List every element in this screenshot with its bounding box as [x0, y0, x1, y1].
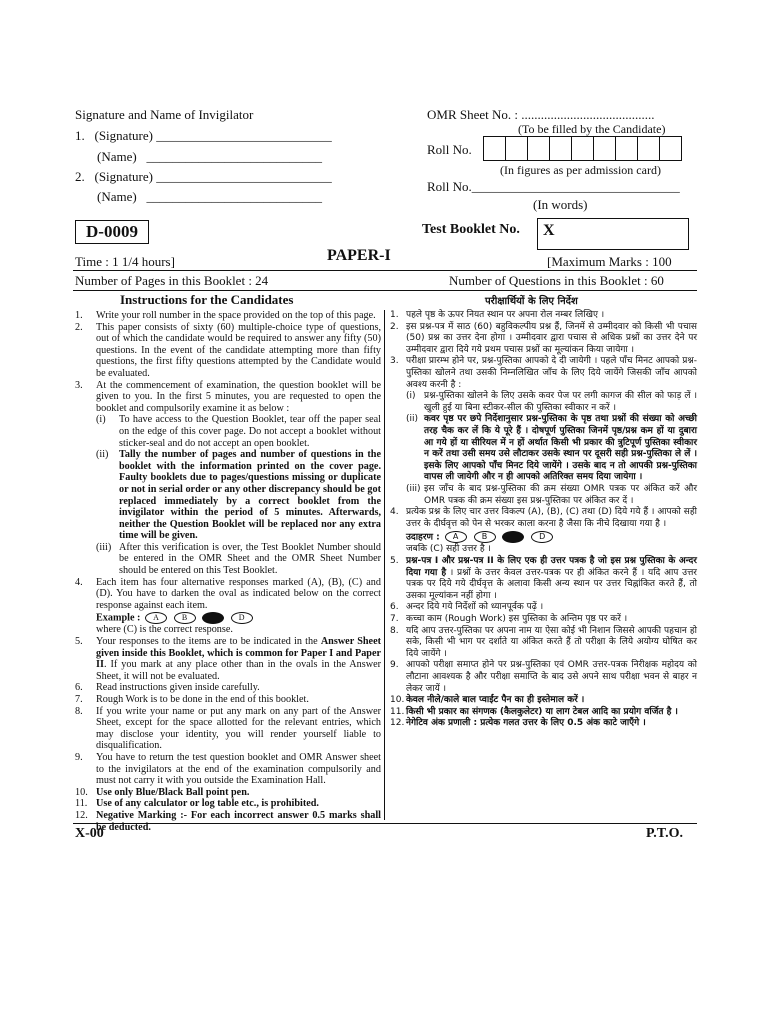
instruction-text: If you write your name or put any mark on any part of the Answer Sheet, except for the space allotted for the relevant entries, which may disclose your identity, you will render yourself liable to disqualification. [96, 705, 381, 752]
column-divider [384, 310, 385, 820]
signature-2-field: 2. (Signature) ___________________________ [75, 169, 332, 184]
omr-note: (To be filled by the Candidate) [518, 122, 666, 136]
list-item: 11. किसी भी प्रकार का संगणक (कैलकुलेटर) या लाग टेबल आदि का प्रयोग वर्जित है । [390, 706, 678, 717]
list-item: 9. You have to return the test question booklet and OMR Answer sheet to the invigilators at the end of the examination compulsorily and must not carry it with you outside the Examination Hall. [75, 751, 381, 787]
instruction-text: यदि आप उत्तर-पुस्तिका पर अपना नाम या ऐसा कोई भी निशान जिससे आपकी पहचान हो सके, किसी भी भाग पर दर्शाते या अंकित करते हैं तो परीक्षा के लिये अयोग्य घोषित कर दिये जायेंगे । [406, 625, 697, 659]
max-marks: [Maximum Marks : 100 [547, 254, 672, 269]
test-booklet-number: X [543, 222, 555, 239]
instruction-text: At the commencement of examination, the question booklet will be given to you. In the first 5 minutes, you are requested to open the booklet and compulsorily examine it as below : [96, 379, 381, 414]
divider [73, 823, 697, 824]
instruction-text: where (C) is the correct response. [96, 624, 233, 636]
invigilator-heading: Signature and Name of Invigilator [75, 107, 254, 122]
omr-sheet-field: OMR Sheet No. : ......................................... [427, 107, 655, 122]
roll-no-label: Roll No. [427, 142, 472, 157]
paper-title: PAPER-I [327, 247, 391, 264]
instruction-text: परीक्षा प्रारम्भ होने पर, प्रश्न-पुस्तिका आपको दे दी जायेगी । पहले पाँच मिनट आपको प्रश्न-पुस्तिका खोलने तथा उसकी निम्नलिखित जाँच के लिए दिये जायेंगे जिसकी जाँच आपको अवश्य करनी है : [406, 356, 697, 390]
option-oval-d: D [531, 531, 553, 543]
instruction-text: You have to return the test question booklet and OMR Answer sheet to the invigilators at the end of the examination compulsorily and must not carry it with you outside the Examination Hall. [96, 751, 381, 787]
instruction-text: This paper consists of sixty (60) multiple-choice type of questions, out of which the candidate would be required to answer any fifty (50) questions. In the event of the candidate attempting more than fifty questions, the first fifty questions attempted by the Candidate would be evaluated. [96, 321, 381, 379]
option-oval-a: A [445, 531, 467, 543]
instruction-text: केवल नीले/काले बाल प्वाईंट पैन का ही इस्तेमाल करें । [406, 695, 585, 706]
instruction-text: Negative Marking :- For each incorrect answer 0.5 marks shall be deducted. [96, 809, 381, 833]
instruction-text: Rough Work is to be done in the end of this booklet. [96, 694, 309, 705]
list-item: 6. Read instructions given inside carefully. [75, 682, 260, 694]
in-words-note: (In words) [533, 197, 588, 212]
instruction-text: नेगेटिव अंक प्रणाली : प्रत्येक गलत उत्तर के लिए 0.5 अंक काटे जाएँगे । [406, 718, 646, 729]
instruction-text: पहले पृष्ठ के ऊपर नियत स्थान पर अपना रोल नम्बर लिखिए । [406, 310, 605, 320]
list-item: 12. Negative Marking :- For each incorrect answer 0.5 marks shall be deducted. [75, 809, 381, 833]
pto-label: P.T.O. [646, 826, 683, 841]
booklet-code-box [75, 220, 149, 244]
name-1-field: (Name) ___________________________ [97, 149, 322, 164]
instruction-text: किसी भी प्रकार का संगणक (कैलकुलेटर) या लाग टेबल आदि का प्रयोग वर्जित है । [406, 706, 678, 717]
instruction-text: कच्चा काम (Rough Work) इस पुस्तिका के अन्तिम पृष्ठ पर करें । [406, 613, 628, 624]
list-item: 3. At the commencement of examination, the question booklet will be given to you. In the first 5 minutes, you are requested to open the booklet and compulsorily examine it as below : [75, 379, 381, 414]
time-label: Time : 1 1/4 hours] [75, 254, 175, 269]
instructions-en-title: Instructions for the Candidates [120, 292, 294, 307]
instruction-text: इस प्रश्न-पत्र में साठ (60) बहुविकल्पीय प्रश्न हैं, जिनमें से उम्मीदवार को किसी भी पचास (50) प्रश्न का उत्तर देना होगा । उम्मीदवार द्वारा पचास से अधिक प्रश्नों का उत्तर देने पर उम्मीदवार द्वारा दिये गये प्रथम पचास प्रश्नों का मूल्यांकन किया जायेगा । [406, 321, 697, 355]
instruction-text: प्रश्न-पुस्तिका खोलने के लिए उसके कवर पेज पर लगी कागज की सील को फाड़ लें । खुली हुई या बिना स्टीकर-सील की पुस्तिका स्वीकार न करें । [424, 391, 697, 413]
example-label: Example : [96, 612, 141, 624]
instruction-text: . If you mark at any place other than in the ovals in the Answer Sheet, it will not be evaluated. [96, 659, 381, 682]
list-item: 3. परीक्षा प्रारम्भ होने पर, प्रश्न-पुस्तिका आपको दे दी जायेगी । पहले पाँच मिनट आपको प्रश्न-पुस्तिका खोलने तथा उसकी निम्नलिखित जाँच के लिए दिये जायेंगे जिसकी जाँच आपको अवश्य करनी है : [390, 356, 697, 390]
roll-no-words-field: Roll No.________________________________ [427, 179, 680, 194]
option-oval-b: B [174, 612, 196, 624]
divider [73, 290, 697, 291]
roll-no-boxes [483, 136, 682, 161]
roll-no-note: (In figures as per admission card) [500, 163, 661, 177]
instruction-text: आपको परीक्षा समाप्त होने पर प्रश्न-पुस्तिका एवं OMR उत्तर-पत्रक निरीक्षक महोदय को लौटाना आवश्यक है और परीक्षा समाप्ति के बाद उसे अपने साथ परीक्षा भवन से बाहर न लेकर जायें । [406, 660, 697, 694]
instruction-text: । प्रश्नों के उत्तर केवल उत्तर-पत्रक पर ही अंकित करने हैं । यदि आप उत्तर पत्रक पर दिये गये दीर्घवृत्त के अलावा किसी अन्य स्थान पर उत्तर चिह्नांकित करते हैं, तो उसका मूल्यांकन नहीं होगा । [406, 567, 697, 601]
example-label: उदाहरण : [406, 532, 440, 543]
instruction-text: To have access to the Question Booklet, tear off the paper seal on the edge of this cover page. Do not accept a booklet without sticker-seal and do not accept an open booklet. [119, 414, 381, 449]
test-booklet-label: Test Booklet No. [422, 222, 520, 237]
list-item [388, 544, 697, 556]
booklet-code: D-0009 [86, 222, 138, 241]
instruction-text: Tally the number of pages and number of questions in the booklet with the information printed on the cover page. Faulty booklets due to pages/questions missing or duplicate or not in serial order or any other discrepancy should be got replaced immediately by a correct booklet from the invigilator within the period of 5 minutes. Afterwards, neither the Question Booklet will be replaced nor any extra time will be given. [119, 449, 381, 542]
list-item: 2. This paper consists of sixty (60) multiple-choice type of questions, out of which the candidate would be required to answer any fifty (50) questions. In the event of the candidate attempting more than fifty questions, the first fifty questions attempted by the Candidate would be evaluated. [75, 321, 381, 379]
list-item: (i) To have access to the Question Booklet, tear off the paper seal on the edge of this cover page. Do not accept a booklet without sticker-seal and do not accept an open booklet. [96, 414, 381, 449]
list-item [73, 624, 381, 636]
list-item: (ii) कवर पृष्ठ पर छपे निर्देशानुसार प्रश्न-पुस्तिका के पृष्ठ तथा प्रश्नों की संख्या को अच्छी तरह चैक कर लें कि ये पूरे हैं । दोषपूर्ण पुस्तिका जिनमें पृष्ठ/प्रश्न कम हों या दुबारा आ गये हों या सीरियल में न हों अर्थात किसी भी प्रकार की त्रुटिपूर्ण पुस्तिका स्वीकार न करें तथा उसी समय उसे लौटाकर उसके स्थान पर दूसरी सही प्रश्न-पुस्तिका ले लें । इसके लिए आपको पाँच मिनट दिये जायेंगे । उसके बाद न तो आपकी प्रश्न-पुस्तिका वापस ली जायेगी और न ही आपको अतिरिक्त समय दिया जायेगा । [406, 414, 697, 483]
instruction-text-bold: Answer Sheet given inside this Booklet, which is common for Paper I and Paper II [96, 636, 381, 671]
list-item: 7. Rough Work is to be done in the end of this booklet. [75, 694, 309, 705]
example-row [388, 531, 697, 544]
list-item: 7. कच्चा काम (Rough Work) इस पुस्तिका के अन्तिम पृष्ठ पर करें । [390, 613, 628, 624]
test-booklet-box [537, 218, 689, 250]
list-item: 12. नेगेटिव अंक प्रणाली : प्रत्येक गलत उत्तर के लिए 0.5 अंक काटे जाएँगे । [390, 718, 646, 729]
option-oval-c-filled [502, 531, 524, 543]
example-row [73, 612, 381, 624]
option-oval-c-filled [202, 612, 224, 624]
instruction-text: After this verification is over, the Test Booklet Number should be entered in the OMR Sheet and the OMR Sheet Number should be entered on this Test Booklet. [119, 541, 381, 577]
option-oval-d: D [231, 612, 253, 624]
list-item: 5. प्रश्न-पत्र I और प्रश्न-पत्र II के लिए एक ही उत्तर पत्रक है जो इस प्रश्न पुस्तिका के अन्दर दिया गया है । प्रश्नों के उत्तर केवल उत्तर-पत्रक पर ही अंकित करने हैं । यदि आप उत्तर पत्रक पर दिये गये दीर्घवृत्त के अलावा किसी अन्य स्थान पर उत्तर चिह्नांकित करते हैं, तो उसका मूल्यांकन नहीं होगा । [390, 555, 697, 601]
instruction-text-bold: प्रश्न-पत्र I और प्रश्न-पत्र II के लिए एक ही उत्तर पत्रक है जो इस प्रश्न पुस्तिका के अन्दर दिया गया है [406, 555, 697, 578]
pages-count: Number of Pages in this Booklet : 24 [75, 273, 269, 288]
instructions-hi [388, 310, 697, 730]
option-oval-b: B [474, 531, 496, 543]
list-item: 6. अन्दर दिये गये निर्देशों को ध्यानपूर्वक पढ़ें । [390, 602, 544, 613]
name-2-field: (Name) ___________________________ [97, 189, 322, 204]
instructions-hi-title: परीक्षार्थियों के लिए निर्देश [485, 296, 578, 307]
questions-count: Number of Questions in this Booklet : 60 [449, 273, 664, 288]
instruction-text: Each item has four alternative responses marked (A), (B), (C) and (D). You have to darken the oval as indicated below on the correct response against each item. [96, 576, 381, 611]
instruction-text: अन्दर दिये गये निर्देशों को ध्यानपूर्वक पढ़ें । [406, 602, 544, 613]
option-oval-a: A [145, 612, 167, 624]
instruction-text: Your responses to the items are to be indicated in the [96, 636, 321, 648]
instruction-text: Write your roll number in the space provided on the top of this page. [96, 310, 376, 321]
signature-1-field: 1. (Signature) ___________________________ [75, 128, 332, 143]
list-item: 4. प्रत्येक प्रश्न के लिए चार उत्तर विकल्प (A), (B), (C) तथा (D) दिये गये हैं । आपको सही उत्तर के दीर्घवृत्त को पेन से भरकर काला करना है जैसा कि नीचे दिखाया गया है । [390, 507, 697, 529]
list-item: 5. Your responses to the items are to be indicated in the Answer Sheet given inside this Booklet, which is common for Paper I and Paper II. If you mark at any place other than in the ovals in the Answer Sheet, it will not be evaluated. [75, 636, 381, 682]
footer-code: X-00 [75, 826, 104, 841]
list-item: 9. आपको परीक्षा समाप्त होने पर प्रश्न-पुस्तिका एवं OMR उत्तर-पत्रक निरीक्षक महोदय को लौटाना आवश्यक है और परीक्षा समाप्ति के बाद उसे अपने साथ परीक्षा भवन से बाहर न लेकर जायें । [390, 660, 697, 694]
instruction-text: Use only Blue/Black Ball point pen. [96, 786, 250, 798]
list-item: 2. इस प्रश्न-पत्र में साठ (60) बहुविकल्पीय प्रश्न हैं, जिनमें से उम्मीदवार को किसी भी पचास (50) प्रश्न का उत्तर देना होगा । उम्मीदवार द्वारा पचास से अधिक प्रश्नों का उत्तर देने पर उम्मीदवार द्वारा दिये गये प्रथम पचास प्रश्नों का मूल्यांकन किया जायेगा । [390, 321, 697, 355]
instruction-text: प्रत्येक प्रश्न के लिए चार उत्तर विकल्प (A), (B), (C) तथा (D) दिये गये हैं । आपको सही उत्तर के दीर्घवृत्त को पेन से भरकर काला करना है जैसा कि नीचे दिखाया गया है । [406, 507, 697, 529]
list-item: (ii) Tally the number of pages and number of questions in the booklet with the information printed on the cover page. Faulty booklets due to pages/questions missing or duplicate or not in serial order or any other discrepancy should be got replaced immediately by a correct booklet from the invigilator within the period of 5 minutes. Afterwards, neither the Question Booklet will be replaced nor any extra time will be given. [96, 449, 381, 542]
instruction-text: इस जाँच के बाद प्रश्न-पुस्तिका की क्रम संख्या OMR पत्रक पर अंकित करें और OMR पत्रक की क्रम संख्या इस प्रश्न-पुस्तिका पर अंकित कर दें । [424, 483, 697, 506]
list-item: 4. Each item has four alternative responses marked (A), (B), (C) and (D). You have to darken the oval as indicated below on the correct response against each item. [75, 576, 381, 611]
list-item: (iii) इस जाँच के बाद प्रश्न-पुस्तिका की क्रम संख्या OMR पत्रक पर अंकित करें और OMR पत्रक की क्रम संख्या इस प्रश्न-पुस्तिका पर अंकित कर दें । [406, 483, 697, 506]
list-item: 8. If you write your name or put any mark on any part of the Answer Sheet, except for the space allotted for the relevant entries, which may disclose your identity, you will render yourself liable to disqualification. [75, 705, 381, 752]
list-item: (i) प्रश्न-पुस्तिका खोलने के लिए उसके कवर पेज पर लगी कागज की सील को फाड़ लें । खुली हुई या बिना स्टीकर-सील की पुस्तिका स्वीकार न करें । [406, 391, 697, 413]
instruction-text: जबकि (C) सही उत्तर है । [406, 544, 491, 555]
list-item: 8. यदि आप उत्तर-पुस्तिका पर अपना नाम या ऐसा कोई भी निशान जिससे आपकी पहचान हो सके, किसी भी भाग पर दर्शाते या अंकित करते हैं तो परीक्षा के लिये अयोग्य घोषित कर दिये जायेंगे । [390, 625, 697, 659]
instruction-text: Read instructions given inside carefully. [96, 682, 260, 694]
instructions-en [73, 310, 381, 833]
list-item: 10. केवल नीले/काले बाल प्वाईंट पैन का ही इस्तेमाल करें । [390, 695, 585, 706]
list-item: 1. Write your roll number in the space provided on the top of this page. [75, 310, 376, 321]
list-item: 1. पहले पृष्ठ के ऊपर नियत स्थान पर अपना रोल नम्बर लिखिए । [390, 310, 605, 320]
list-item: 11. Use of any calculator or log table etc., is prohibited. [75, 798, 319, 810]
instruction-text: कवर पृष्ठ पर छपे निर्देशानुसार प्रश्न-पुस्तिका के पृष्ठ तथा प्रश्नों की संख्या को अच्छी तरह चैक कर लें कि ये पूरे हैं । दोषपूर्ण पुस्तिका जिनमें पृष्ठ/प्रश्न कम हों या दुबारा आ गये हों या सीरियल में न हों अर्थात किसी भी प्रकार की त्रुटिपूर्ण पुस्तिका स्वीकार न करें तथा उसी समय उसे लौटाकर उसके स्थान पर दूसरी सही प्रश्न-पुस्तिका ले लें । इसके लिए आपको पाँच मिनट दिये जायेंगे । उसके बाद न तो आपकी प्रश्न-पुस्तिका वापस ली जायेगी और न ही आपको अतिरिक्त समय दिया जायेगा । [424, 414, 697, 483]
divider [73, 270, 697, 271]
list-item: (iii) After this verification is over, the Test Booklet Number should be entered in the OMR Sheet and the OMR Sheet Number should be entered on this Test Booklet. [96, 541, 381, 577]
instruction-text: Use of any calculator or log table etc., is prohibited. [96, 798, 319, 810]
list-item: 10. Use only Blue/Black Ball point pen. [75, 786, 250, 798]
